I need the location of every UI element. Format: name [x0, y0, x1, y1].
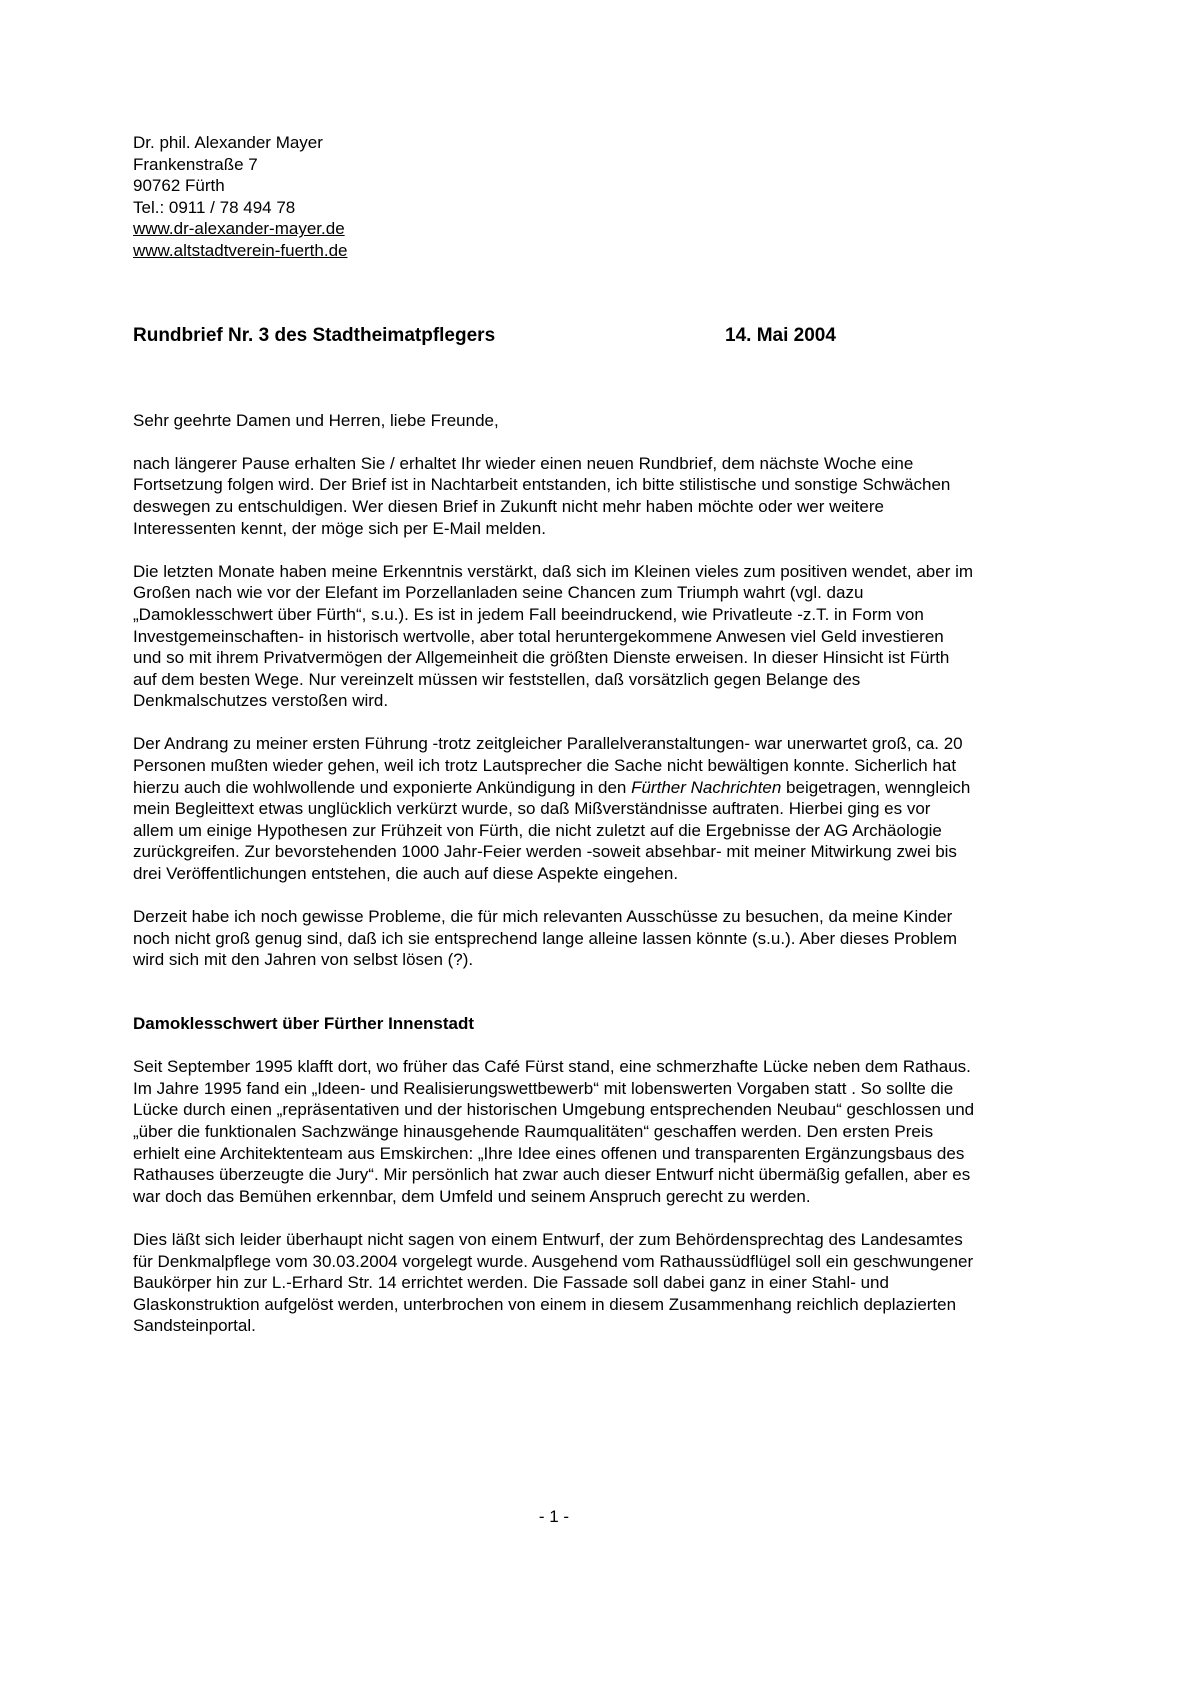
- paragraph-fuehrung: [133, 733, 975, 884]
- paragraph-fuehrung-before: Der Andrang zu meiner ersten Führung -trotz zeitgleicher Parallelveranstaltungen- war unerwartet groß, ca. 20 Personen mußten wieder gehen, weil ich trotz Lautsprecher die Sache nicht bewältigen konnte. Sicherlich hat hierzu auch die wohlwollende und exponierte Ankündigung in den: [133, 734, 963, 797]
- page-title: Rundbrief Nr. 3 des Stadtheimatpflegers: [133, 324, 496, 346]
- italic-newspaper-name: Fürther Nachrichten: [631, 777, 782, 797]
- page-number: - 1 -: [538, 1507, 570, 1526]
- sender-street: Frankenstraße 7: [133, 154, 258, 174]
- sender-city: 90762 Fürth: [133, 176, 225, 196]
- sender-block: [133, 132, 975, 262]
- paragraph-probleme: Derzeit habe ich noch gewisse Probleme, die für mich relevanten Ausschüsse zu besuchen, da meine Kinder noch nicht groß genug sind, daß ich sie entsprechend lange alleine lassen könnte (s.u.). Aber dieses Problem wird sich mit den Jahren von selbst lösen (?).: [133, 907, 958, 970]
- paragraph-intro: nach längerer Pause erhalten Sie / erhaltet Ihr wieder einen neuen Rundbrief, dem nächste Woche eine Fortsetzung folgen wird. Der Brief ist in Nachtarbeit entstanden, ich bitte stilistische und sonstige Schwächen deswegen zu entschuldigen. Wer diesen Brief in Zukunft nicht mehr haben möchte oder wer weitere Interessenten kennt, der möge sich per E-Mail melden.: [133, 453, 951, 538]
- sender-name: Dr. phil. Alexander Mayer: [133, 133, 323, 152]
- section-heading: Damoklesschwert über Fürther Innenstadt: [133, 1014, 475, 1033]
- title-row: [133, 324, 975, 348]
- paragraph-entwurf: Dies läßt sich leider überhaupt nicht sagen von einem Entwurf, der zum Behördensprechtag des Landesamtes für Denkmalpflege vom 30.03.2004 vorgelegt wurde. Ausgehend vom Rathaussüdflügel soll ein geschwungener Baukörper hin zur L.-Erhard Str. 14 errichtet werden. Die Fassade soll dabei ganz in einer Stahl- und Glaskonstruktion aufgelöst werden, unterbrochen von einem in diesem Zusammenhang reichlich deplazierten Sandsteinportal.: [133, 1229, 974, 1336]
- paragraph-monate: Die letzten Monate haben meine Erkenntnis verstärkt, daß sich im Kleinen vieles zum positiven wendet, aber im Großen nach wie vor der Elefant im Porzellanladen seine Chancen zum Triumph wahrt (vgl. dazu „Damoklesschwert über Fürth“, s.u.). Es ist in jedem Fall beeindruckend, wie Privatleute -z.T. in Form von Investgemeinschaften- in historisch wertvolle, aber total heruntergekommene Anwesen viel Geld investieren und so mit ihrem Privatvermögen der Allgemeinheit die größten Dienste erweisen. In dieser Hinsicht ist Fürth auf dem besten Wege. Nur vereinzelt müssen wir feststellen, daß vorsätzlich gegen Belange des Denkmalschutzes verstoßen wird.: [133, 561, 974, 711]
- sender-phone: Tel.: 0911 / 78 494 78: [133, 197, 296, 217]
- paragraph-luecke: Seit September 1995 klafft dort, wo früher das Café Fürst stand, eine schmerzhafte Lücke neben dem Rathaus. Im Jahre 1995 fand ein „Ideen- und Realisierungswettbewerb“ mit lobenswerten Vorgaben statt . So sollte die Lücke durch einen „repräsentativen und der historischen Umgebung entsprechenden Neubau“ geschlossen und „über die funktionalen Sachzwänge hinausgehende Raumqualitäten“ geschaffen werden. Den ersten Preis erhielt eine Architektenteam aus Emskirchen: „Ihre Idee eines offenen und transparenten Ergänzungsbaus des Rathauses überzeugte die Jury“. Mir persönlich hat zwar auch dieser Entwurf nicht übermäßig gefallen, aber es war doch das Bemühen erkennbar, dem Umfeld und seinem Anspruch gerecht zu werden.: [133, 1057, 975, 1206]
- paragraph-fuehrung-after: beigetragen, wenngleich mein Begleittext etwas unglücklich verkürzt wurde, so daß Mißverständnisse auftraten. Hierbei ging es vor allem um einige Hypothesen zur Frühzeit von Fürth, die nicht zuletzt auf die Ergebnisse der AG Archäologie zurückgreifen. Zur bevorstehenden 1000 Jahr-Feier werden -soweit absehbar- mit meiner Mitwirkung zwei bis drei Veröffentlichungen entstehen, die auch auf diese Aspekte eingehen.: [133, 777, 971, 884]
- salutation: Sehr geehrte Damen und Herren, liebe Freunde,: [133, 410, 499, 430]
- sender-website-link-1[interactable]: www.dr-alexander-mayer.de: [133, 219, 345, 239]
- sender-website-link-2[interactable]: www.altstadtverein-fuerth.de: [133, 240, 348, 260]
- page-content: [133, 132, 975, 1337]
- document-date: 14. Mai 2004: [725, 324, 836, 346]
